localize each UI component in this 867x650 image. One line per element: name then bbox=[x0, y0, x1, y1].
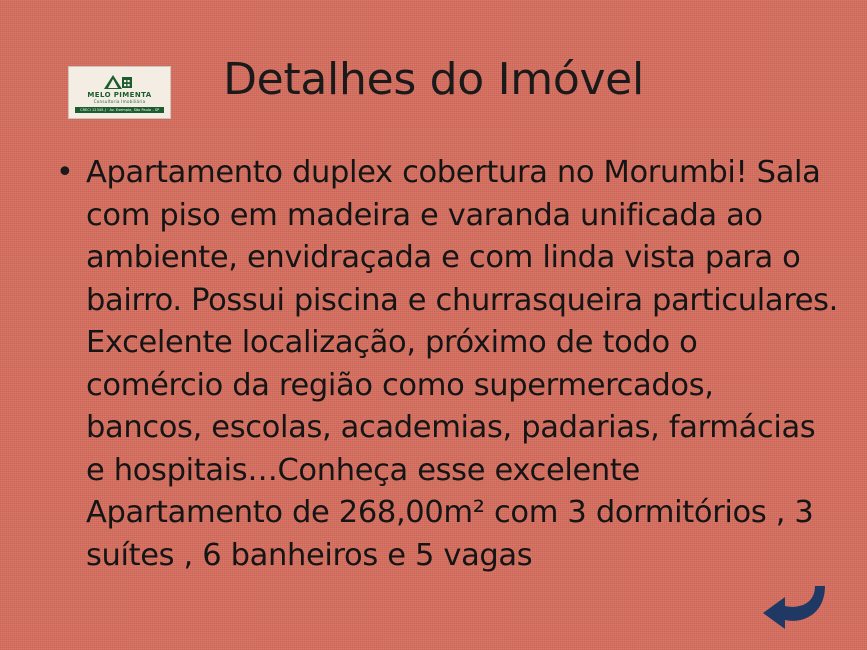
page-title: Detalhes do Imóvel bbox=[223, 54, 644, 105]
bullet-marker: • bbox=[56, 155, 74, 190]
logo-tagline: CRECI 12345-J · Av. Exemplo, São Paulo - SP bbox=[79, 107, 160, 112]
logo-subtitle: Consultoria Imobiliária bbox=[93, 98, 146, 104]
back-arrow-button[interactable] bbox=[759, 580, 829, 632]
property-description-text: Apartamento duplex cobertura no Morumbi! Sala com piso em madeira e varanda unificada ao ambiente, envidraçada e com linda vista para o bairro. Possui piscina e churrasqueira particulares. Excelente localização, próximo de todo o comércio da região como supermercados, bancos, escolas, academias, padarias, farmácias e hospitais…Conheça esse excelente Apartamento de 268,00m² com 3 dormitórios , 3 suítes , 6 banheiros e 5 vagas bbox=[86, 155, 839, 573]
bullet-list-item bbox=[48, 152, 838, 577]
slide-body bbox=[48, 152, 838, 577]
logo-tagline-bar bbox=[75, 107, 164, 113]
logo-company-name: MELO PIMENTA bbox=[87, 90, 152, 99]
back-arrow-icon bbox=[759, 580, 829, 632]
